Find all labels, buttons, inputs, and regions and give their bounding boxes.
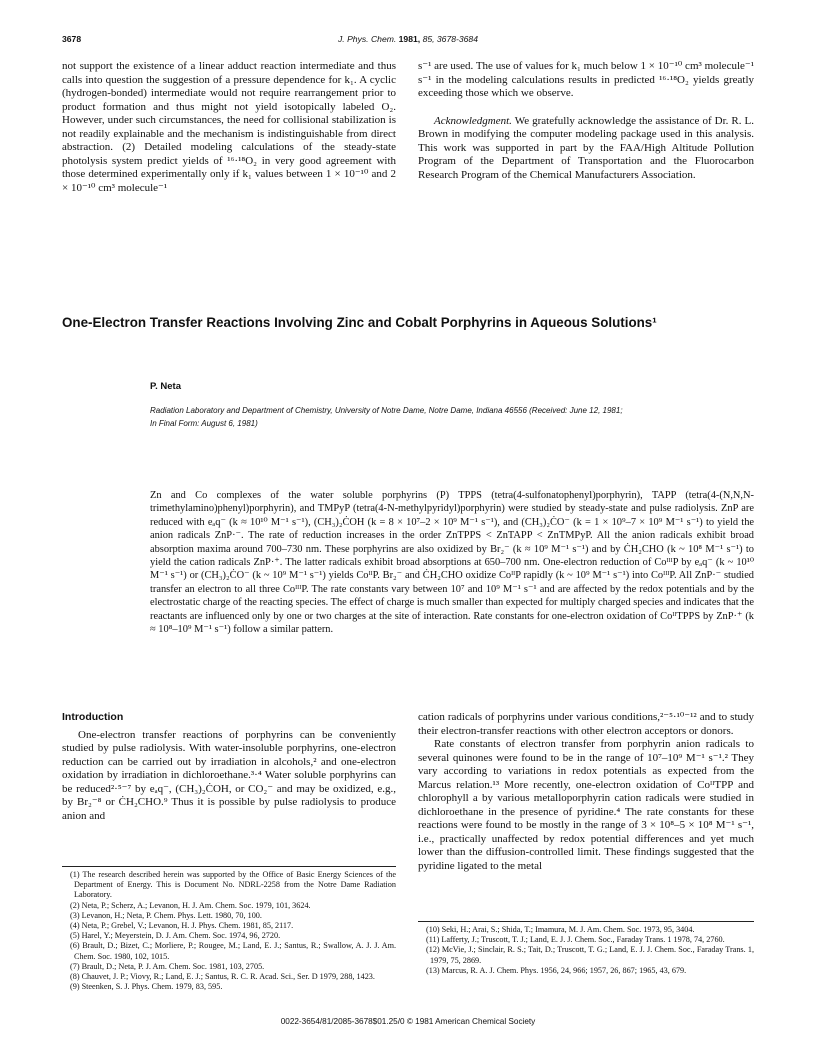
article-affiliation: [150, 404, 750, 430]
footnote: (12) McVie, J.; Sinclair, R. S.; Tait, D.; Truscott, T. G.; Land, E. J. J. Chem. Soc., Faraday Trans. 1, 1979, 75, 2869.: [426, 945, 754, 965]
footnote: (3) Levanon, H.; Neta, P. Chem. Phys. Lett. 1980, 70, 100.: [70, 910, 262, 920]
affiliation-line-2: In Final Form: August 6, 1981): [150, 419, 258, 428]
previous-article-text: not support the existence of a linear adduct reaction intermediate and thus calls into question the suggestion of a pressure dependence for k₁. A cyclic (hydrogen-bonded) intermediate would not require rearrangement prior to product formation and thus might not yield isotopically labeled O₂. However, under such circumstances, the need for collisional stabilization is not readily explainable and the mechanism is indistinguishable from direct abstraction. (2) Detailed modeling calculations of the steady-state photolysis system predict yields of ¹⁶·¹⁸O₂ in very good agreement with those determined experimentally only if k₁ values between 1 × 10⁻¹⁰ and 2 × 10⁻¹⁰ cm³ molecule⁻¹: [62, 60, 396, 194]
footnote: (11) Lafferty, J.; Truscott, T. J.; Land, E. J. J. Chem. Soc., Faraday Trans. 1 1978, 74, 2760.: [426, 935, 725, 945]
article-abstract: Zn and Co complexes of the water soluble porphyrins (P) TPPS (tetra(4-sulfonatophenyl)porphyrin), TAPP (tetra(4-(N,N,N-trimethylamino)phenyl)porphyrin), and TMPyP (tetra(4-N-methylpyridyl)porphyrin) were studied by steady-state and pulse radiolysis. ZnP are reduced with eₐq⁻ (k ≈ 10¹⁰ M⁻¹ s⁻¹), (CH₃)₂ĊOH (k = 8 × 10⁷–2 × 10⁹ M⁻¹ s⁻¹), and (CH₃)₂ĊO⁻ (k = 1 × 10⁹–7 × 10⁹ M⁻¹ s⁻¹) to yield the anion radicals ZnP·⁻. The rate of reduction increases in the order ZnTPPS < ZnTAPP < ZnTMPyP. All the anion radicals exhibit broad absorption maxima around 700–730 nm. These porphyrins are also oxidized by Br₂⁻ (k ≈ 10⁹ M⁻¹ s⁻¹) and by ĊH₂CHO (k ~ 10⁸ M⁻¹ s⁻¹) to yield the cation radicals ZnP·⁺. The latter radicals exhibit broad absorptions at 650–700 nm. One-electron reduction of CoᴵᴵᴵP by eₐq⁻ (k ~ 10¹⁰ M⁻¹ s⁻¹) or (CH₃)₂ĊO⁻ (k ~ 10⁹ M⁻¹ s⁻¹) yields CoᴵᴵP. Br₂⁻ and ĊH₂CHO oxidize CoᴵᴵP rapidly (k ~ 10⁹ M⁻¹ s⁻¹) into CoᴵᴵᴵP. All ZnP·⁻ studied transfer an electron to all three CoᴵᴵᴵP. The rate constants vary between 10⁷ and 10⁹ M⁻¹ s⁻¹ and are affected by the redox potentials and by the electrostatic charge of the reacting species. The effect of charge is much smaller than expected for multiply charged species and indicates that the reactants are influenced only by one or two charges at the site of interaction. Rate constants for one-electron oxidation of CoᴵᴵTPPS by ZnP·⁺ (k ≈ 10⁸–10⁹ M⁻¹ s⁻¹) follow a similar pattern.: [150, 490, 754, 636]
footnote: (9) Steenken, S. J. Phys. Chem. 1979, 83, 595.: [70, 982, 223, 992]
journal-name: J. Phys. Chem.: [338, 34, 397, 44]
footnotes-right: [418, 925, 754, 976]
introduction-left-column: [62, 711, 396, 823]
journal-year: 1981,: [398, 34, 421, 44]
footnote: (1) The research described herein was supported by the Office of Basic Energy Sciences of the Department of Energy. This is Document No. NDRL-2258 from the Notre Dame Radiation Laboratory.: [70, 870, 396, 900]
acknowledgment-text: We gratefully acknowledge the assistance of Dr. R. L. Brown in modifying the computer modeling package used in this analysis. This work was supported in part by the FAA/High Altitude Pollution Program of the Department of Transportation and the Fluorocarbon Research Program of the Chemical Manufacturers Association.: [418, 114, 754, 181]
running-header: [62, 34, 754, 48]
introduction-continuation: cation radicals of porphyrins under various conditions,²⁻⁵·¹⁰⁻¹² and to study their electron-transfer reactions with other electron acceptors or donors.: [418, 711, 754, 737]
affiliation-line-1: Radiation Laboratory and Department of Chemistry, University of Notre Dame, Notre Dame, Indiana 46556 (Received: June 12, 1981;: [150, 406, 623, 415]
footnote: (8) Chauvet, J. P.; Viovy, R.; Land, E. J.; Santus, R. C. R. Acad. Sci., Ser. D 1979, 288, 1423.: [70, 972, 375, 982]
footnote: (7) Brault, D.; Neta, P. J. Am. Chem. Soc. 1981, 103, 2705.: [70, 961, 265, 971]
page-number: 3678: [62, 34, 82, 44]
footnote: (6) Brault, D.; Bizet, C.; Morliere, P.; Rougee, M.; Land, E. J.; Santus, R.; Swallow, A. J. J. Am. Chem. Soc. 1980, 102, 1015.: [70, 941, 396, 961]
journal-citation: [62, 34, 754, 44]
introduction-heading: Introduction: [62, 711, 124, 723]
footnote: (5) Harel, Y.; Meyerstein, D. J. Am. Chem. Soc. 1974, 96, 2720.: [70, 931, 281, 941]
acknowledgment-label: Acknowledgment.: [434, 114, 512, 127]
footnote: (10) Seki, H.; Arai, S.; Shida, T.; Imamura, M. J. Am. Chem. Soc. 1973, 95, 3404.: [426, 925, 695, 934]
acknowledgment: [418, 115, 754, 183]
copyright-footer: 0022-3654/81/2085-3678$01.25/0 © 1981 American Chemical Society: [280, 1017, 536, 1026]
article-author: P. Neta: [150, 381, 181, 392]
footnote-divider-right: [418, 921, 754, 922]
footnote: (4) Neta, P.; Grebel, V.; Levanon, H. J. Phys. Chem. 1981, 85, 2117.: [70, 921, 294, 931]
footnote: (2) Neta, P.; Scherz, A.; Levanon, H. J. Am. Chem. Soc. 1979, 101, 3624.: [70, 900, 311, 910]
previous-article-continuation: s⁻¹ are used. The use of values for k₁ much below 1 × 10⁻¹⁰ cm³ molecule⁻¹ s⁻¹ in the modeling calculations results in predicted ¹⁶·¹⁸O₂ yields greatly exceeding those which we observe.: [418, 60, 754, 99]
introduction-paragraph-1: One-electron transfer reactions of porphyrins can be conveniently studied by pulse radiolysis. With water-insoluble porphyrins, one-electron reduction can be carried out by irradiation in alcohols,² and one-electron oxidation by irradiation in dichloroethane.³·⁴ Water soluble porphyrins can be reduced²·⁵⁻⁷ by eₐq⁻, (CH₃)₂ĊOH, or CO₂⁻ and may be oxidized, e.g., by Br₂⁻⁸ or ĊH₂CHO.⁹ Thus it is possible by pulse radiolysis to produce anion and: [62, 728, 396, 822]
footnotes-left: [62, 870, 396, 992]
article-title: One-Electron Transfer Reactions Involving Zinc and Cobalt Porphyrins in Aqueous Solutions¹: [62, 315, 657, 330]
footnote-divider-left: [62, 866, 396, 867]
previous-article-right-column: [418, 60, 754, 182]
footnote: (13) Marcus, R. A. J. Chem. Phys. 1956, 24, 966; 1957, 26, 867; 1965, 43, 679.: [426, 965, 687, 975]
journal-ref: 85, 3678-3684: [422, 34, 478, 44]
introduction-right-column: [418, 711, 754, 873]
introduction-paragraph-2: Rate constants of electron transfer from porphyrin anion radicals to several quinones were found to be in the range of 10⁷–10⁹ M⁻¹ s⁻¹.² They vary according to variations in redox potentials as expected from the Marcus relation.¹³ More recently, one-electron oxidation of CoᴵᴵTPP and chlorophyll a by various metalloporphyrin cation radicals were studied in dichloroethane in the presence of pyridine.⁴ The rate constants for these reactions were found to be mostly in the range of 3 × 10⁸–5 × 10⁸ M⁻¹ s⁻¹, i.e., practically unaffected by redox potential differences and yet much lower than the diffusion-controlled limit. These findings suggested that the pyridine ligated to the metal: [418, 738, 754, 872]
previous-article-left-column: [62, 60, 396, 195]
